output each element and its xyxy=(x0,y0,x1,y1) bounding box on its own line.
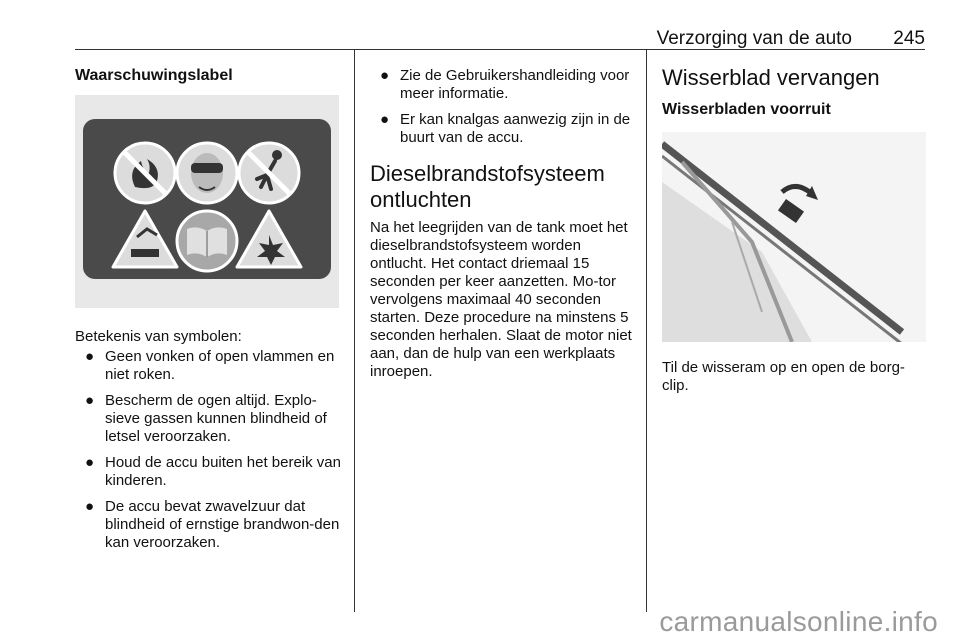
wiper-illustration xyxy=(662,132,926,342)
no-fire-icon xyxy=(115,143,175,203)
list-item: ● Bescherm de ogen altijd. Explo-sieve gassen kunnen blindheid of letsel veroorzaken. xyxy=(85,392,327,445)
section-title: Verzorging van de auto xyxy=(656,28,852,49)
bullet-icon: ● xyxy=(85,348,95,365)
running-header xyxy=(75,28,925,50)
diesel-bleeding-body: Na het leegrijden van de tank moet het dieselbrandstofsysteem worden ontlucht. Het contact driemaal 15 seconden per keer aanzetten. Mo-tor vervolgens maximaal 40 seconden starten. Deze procedure na minstens 5 seconden herhalen. Slaat de motor niet aan, dan de hulp van een werkplaats inroepen. xyxy=(370,219,632,380)
bullet-icon: ● xyxy=(85,454,95,471)
keep-children-away-icon xyxy=(239,143,299,203)
bullet-icon: ● xyxy=(380,67,390,84)
list-item: ● Er kan knalgas aanwezig zijn in de buurt van de accu. xyxy=(380,111,631,146)
warning-label-heading: Waarschuwingslabel xyxy=(75,67,233,84)
column-divider-2 xyxy=(646,50,647,612)
column-2 xyxy=(370,60,636,381)
warning-label-illustration xyxy=(75,95,339,308)
column-3 xyxy=(662,60,926,395)
wiper-blade-heading: Wisserblad vervangen xyxy=(662,65,880,90)
symbols-list xyxy=(75,348,343,552)
wiper-caption: Til de wisseram op en open de borg-clip. xyxy=(662,359,905,394)
bullet-icon: ● xyxy=(380,111,390,128)
eye-protection-icon xyxy=(177,143,237,203)
warning-label-figure xyxy=(75,95,339,308)
list-item: ● De accu bevat zwavelzuur dat blindheid of ernstige brandwon-den kan veroorzaken. xyxy=(85,498,340,551)
list-item: ● Zie de Gebruikershandleiding voor meer informatie. xyxy=(380,67,630,102)
manual-icon xyxy=(177,211,237,271)
watermark: carmanualsonline.info xyxy=(659,606,938,637)
page-number: 245 xyxy=(893,28,925,49)
symbols-intro: Betekenis van symbolen: xyxy=(75,328,242,345)
diesel-bleeding-heading: Dieselbrandstofsysteem ontluchten xyxy=(370,161,605,212)
bullet-icon: ● xyxy=(85,498,95,515)
wiper-figure xyxy=(662,132,926,342)
column-1 xyxy=(75,60,343,560)
wiper-subheading: Wisserbladen voorruit xyxy=(662,101,831,118)
list-item: ● Houd de accu buiten het bereik van kinderen. xyxy=(85,454,341,489)
list-item: ● Geen vonken of open vlammen en niet roken. xyxy=(85,348,335,383)
column-divider-1 xyxy=(354,50,355,612)
header-rule xyxy=(75,49,925,50)
warnings-list xyxy=(370,67,636,147)
bullet-icon: ● xyxy=(85,392,95,409)
